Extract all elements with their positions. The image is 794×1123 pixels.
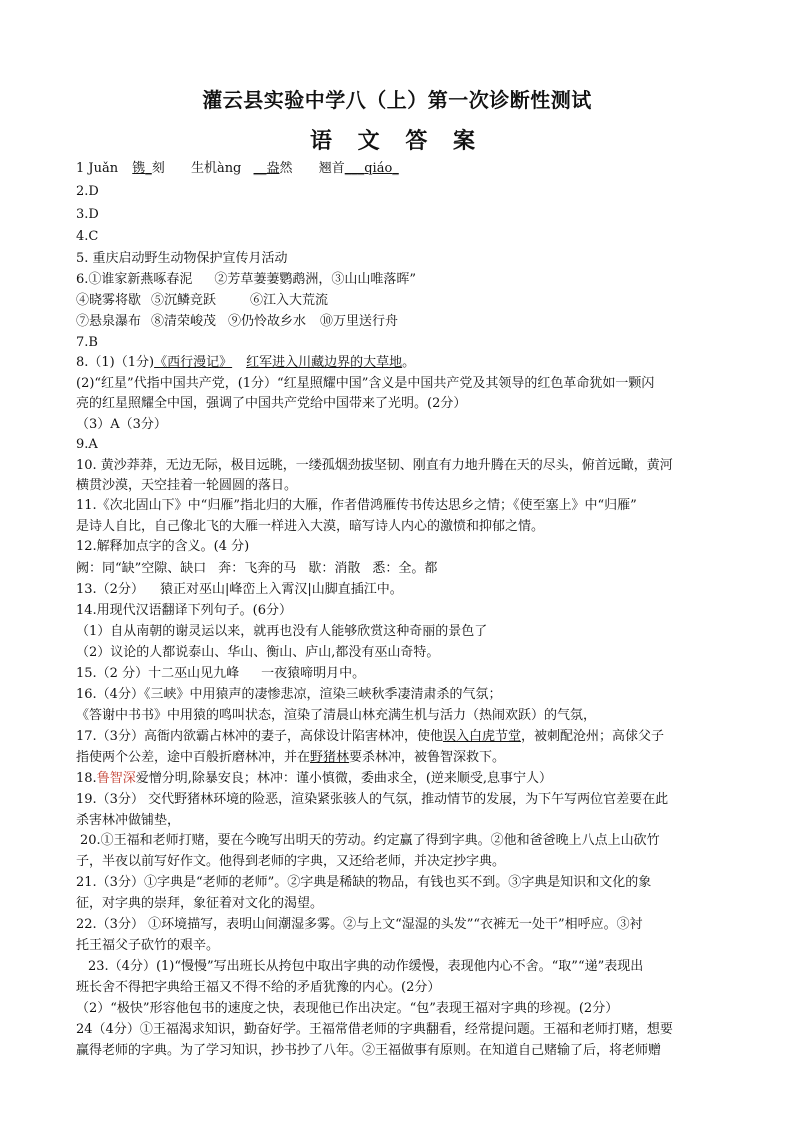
answer-line: 5. 重庆启动野生动物保护宣传月活动 — [76, 251, 288, 266]
underlined-answer: 《西行漫记》 — [154, 355, 233, 370]
answer-line: 4.C — [76, 229, 99, 244]
underlined-answer: 野猪林 — [310, 750, 350, 765]
answer-line: 9.A — [76, 437, 98, 452]
answer-line — [76, 559, 726, 578]
answer-line: 子，半夜以前写好作文。他得到老师的字典，又还给老师，并决定抄字典。 — [76, 854, 506, 869]
answer-text: 1 Juǎn — [76, 161, 119, 176]
answer-line — [76, 748, 726, 767]
page-title: 灌云县实验中学八（上）第一次诊断性测试 — [202, 88, 592, 112]
answer-line: (2)“红星”代指中国共产党，(1分）“红星照耀中国”含义是中国共产党及其领导的红色革命犹如一颗闪 — [76, 376, 655, 391]
answer-text: ⑤沉鳞竞跃 — [151, 293, 217, 308]
answer-text: ④晓雾将歇 — [76, 293, 142, 308]
answer-line: 3.D — [76, 207, 99, 222]
answer-text: 6.①谁家新燕啄春泥 — [76, 272, 193, 287]
answer-line: 横贯沙漠，天空挂着一轮圆圆的落日。 — [76, 478, 298, 493]
answer-text: ⑩万里送行舟 — [320, 314, 399, 329]
answer-line: 14.用现代汉语翻译下列句子。(6分） — [76, 603, 293, 618]
answer-text: 然 — [279, 161, 293, 176]
answer-text: ⑦悬泉瀑布 — [76, 314, 142, 329]
answer-line: 征，对字典的崇拜，象征着对文化的渴望。 — [76, 896, 324, 911]
underlined-answer: 红军进入川藏边界的大草地 — [246, 355, 403, 370]
answer-line: （2）“极快”形容他包书的速度之快，表现他已作出决定。“包”表现王福对字典的珍视。(2分） — [76, 1001, 619, 1016]
answer-line: 8.（1)（1分)《西行漫记》 红军进入川藏边界的大草地。 — [76, 355, 416, 370]
answer-text: 13.（2分） — [76, 582, 144, 597]
answer-text: ②芳草萋萋鹦鹉洲，③山山唯落晖” — [214, 272, 417, 287]
answer-line — [76, 291, 726, 310]
answer-line: 是诗人自比，自己像北飞的大雁一样进入大漠，暗写诗人内心的激愤和抑郁之情。 — [76, 519, 545, 534]
answer-line: 16.（4分）《三峡》中用猿声的凄惨悲凉，渲染三峡秋季凄清肃杀的气氛； — [76, 687, 502, 702]
underlined-answer: 盎 — [266, 161, 280, 176]
answer-text: 刻 — [151, 161, 165, 176]
answer-line: （3）A（3分） — [76, 417, 167, 432]
answer-text: 要杀林冲，被鲁智深救下。 — [349, 750, 506, 765]
answer-line — [76, 769, 726, 788]
answer-text: 阙：同“缺”空隙、缺口 — [76, 561, 207, 576]
answer-line: 10. 黄沙莽莽，无边无际，极目远眺，一缕孤烟劲拔坚韧、刚直有力地升腾在天的尽头，俯首远瞰，黄河 — [76, 458, 673, 473]
answer-text: 爱憎分明,除暴安良；林冲：谨小慎微，委曲求全，(逆来顺受,息事宁人） — [135, 771, 553, 786]
answer-line: 2.D — [76, 184, 99, 199]
answer-line: 11.《次北固山下》中“归雁”指北归的大雁，作者借鸿雁传书传达思乡之情；《使至塞上》中“归雁” — [76, 498, 637, 513]
page-subtitle: 语 文 答 案 — [310, 129, 484, 154]
answer-text: 猿正对巫山|峰峦上入霄汉|山脚直插江中。 — [159, 582, 403, 597]
answer-line: 20.①王福和老师打赌，要在今晚写出明天的劳动。约定赢了得到字典。②他和爸爸晚上八点上山砍竹 — [80, 833, 660, 848]
answer-line: （2）议论的人都说泰山、华山、衡山、庐山,都没有巫山奇特。 — [76, 645, 440, 660]
answer-text: 17.（3分）高衙内欲霸占林冲的妻子，高俅设计陷害林冲，使他 — [76, 729, 443, 744]
answer-text: 15.（2 分）十二巫山见九峰 — [76, 666, 240, 681]
underlined-answer: 镌 — [132, 161, 146, 176]
answer-text: 悉：全。都 — [372, 561, 438, 576]
answer-line: 赢得老师的字典。为了学习知识，抄书抄了八年。②王福做事有原则。在知道自己赌输了后，将老师赠 — [76, 1043, 662, 1058]
answer-line: 杀害林冲做铺垫， — [76, 813, 181, 828]
answer-line: 亮的红星照耀全中国，强调了中国共产党给中国带来了光明。(2分） — [76, 396, 467, 411]
answer-line: 托王福父子砍竹的艰辛。 — [76, 938, 220, 953]
answer-line — [76, 727, 726, 746]
answer-text: 翘首 — [318, 161, 345, 176]
answer-text: ，被刺配沧州；高俅父子 — [520, 729, 664, 744]
answer-text: ⑨仍怜故乡水 — [228, 314, 307, 329]
answer-text: 8.（1)（1分) — [76, 355, 155, 370]
answer-text: 奔：飞奔的马 — [218, 561, 297, 576]
answer-line — [76, 664, 726, 683]
answer-text: 歇：消散 — [308, 561, 361, 576]
answer-text: ⑧清荣峻茂 — [151, 314, 217, 329]
answer-line — [76, 580, 726, 599]
answer-line — [76, 270, 726, 289]
answer-line: 1 Juǎn 镌_刻 生机àng __盎然 翘首___qiáo_ — [76, 161, 399, 176]
answer-line: 12.解释加点字的含义。(4 分) — [76, 539, 250, 554]
highlighted-name: 鲁智深 — [96, 771, 136, 786]
answer-text: 18. — [76, 771, 97, 786]
answer-text: ⑥江入大荒流 — [250, 293, 329, 308]
answer-line: 24（4分）①王福渴求知识，勤奋好学。王福常借老师的字典翻看，经常提问题。王福和老师打赌，想要 — [76, 1022, 673, 1037]
underlined-answer: qiáo — [364, 161, 393, 176]
answer-line: 7.B — [76, 335, 98, 350]
answer-line: 《答谢中书书》中用猿的鸣叫状态，渲染了清晨山林充满生机与活力（热闹欢跃）的气氛， — [76, 708, 597, 723]
answer-line: 21.（3分）①字典是“老师的老师”。②字典是稀缺的物品，有钱也买不到。③字典是知识和文化的象 — [76, 875, 652, 890]
answer-line: 23.（4分）(1)“慢慢”写出班长从挎包中取出字典的动作缓慢，表现他内心不舍。“取”“递”表现出 — [88, 959, 644, 974]
answer-line: （1）自从南朝的谢灵运以来，就再也没有人能够欣赏这种奇丽的景色了 — [76, 624, 488, 639]
answer-text: 一夜猿啼明月中。 — [261, 666, 366, 681]
answer-line: 19.（3分） 交代野猪林环境的险恶，渲染紧张骇人的气氛，推动情节的发展，为下午写两位官差要在此 — [76, 792, 669, 807]
answer-text: 生机àng — [190, 161, 242, 176]
answer-line: 班长舍不得把字典给王福又不得不给的矛盾犹豫的内心。(2分） — [76, 980, 441, 995]
answer-line: 22.（3分） ①环境描写，表明山间潮湿多雾。②与上文“湿湿的头发”“衣裤无一处干”相呼应。③衬 — [76, 917, 643, 932]
answer-text: 指使两个公差，途中百般折磨林冲，并在 — [76, 750, 311, 765]
underlined-answer: 误入白虎节堂 — [442, 729, 521, 744]
answer-line — [76, 312, 726, 331]
